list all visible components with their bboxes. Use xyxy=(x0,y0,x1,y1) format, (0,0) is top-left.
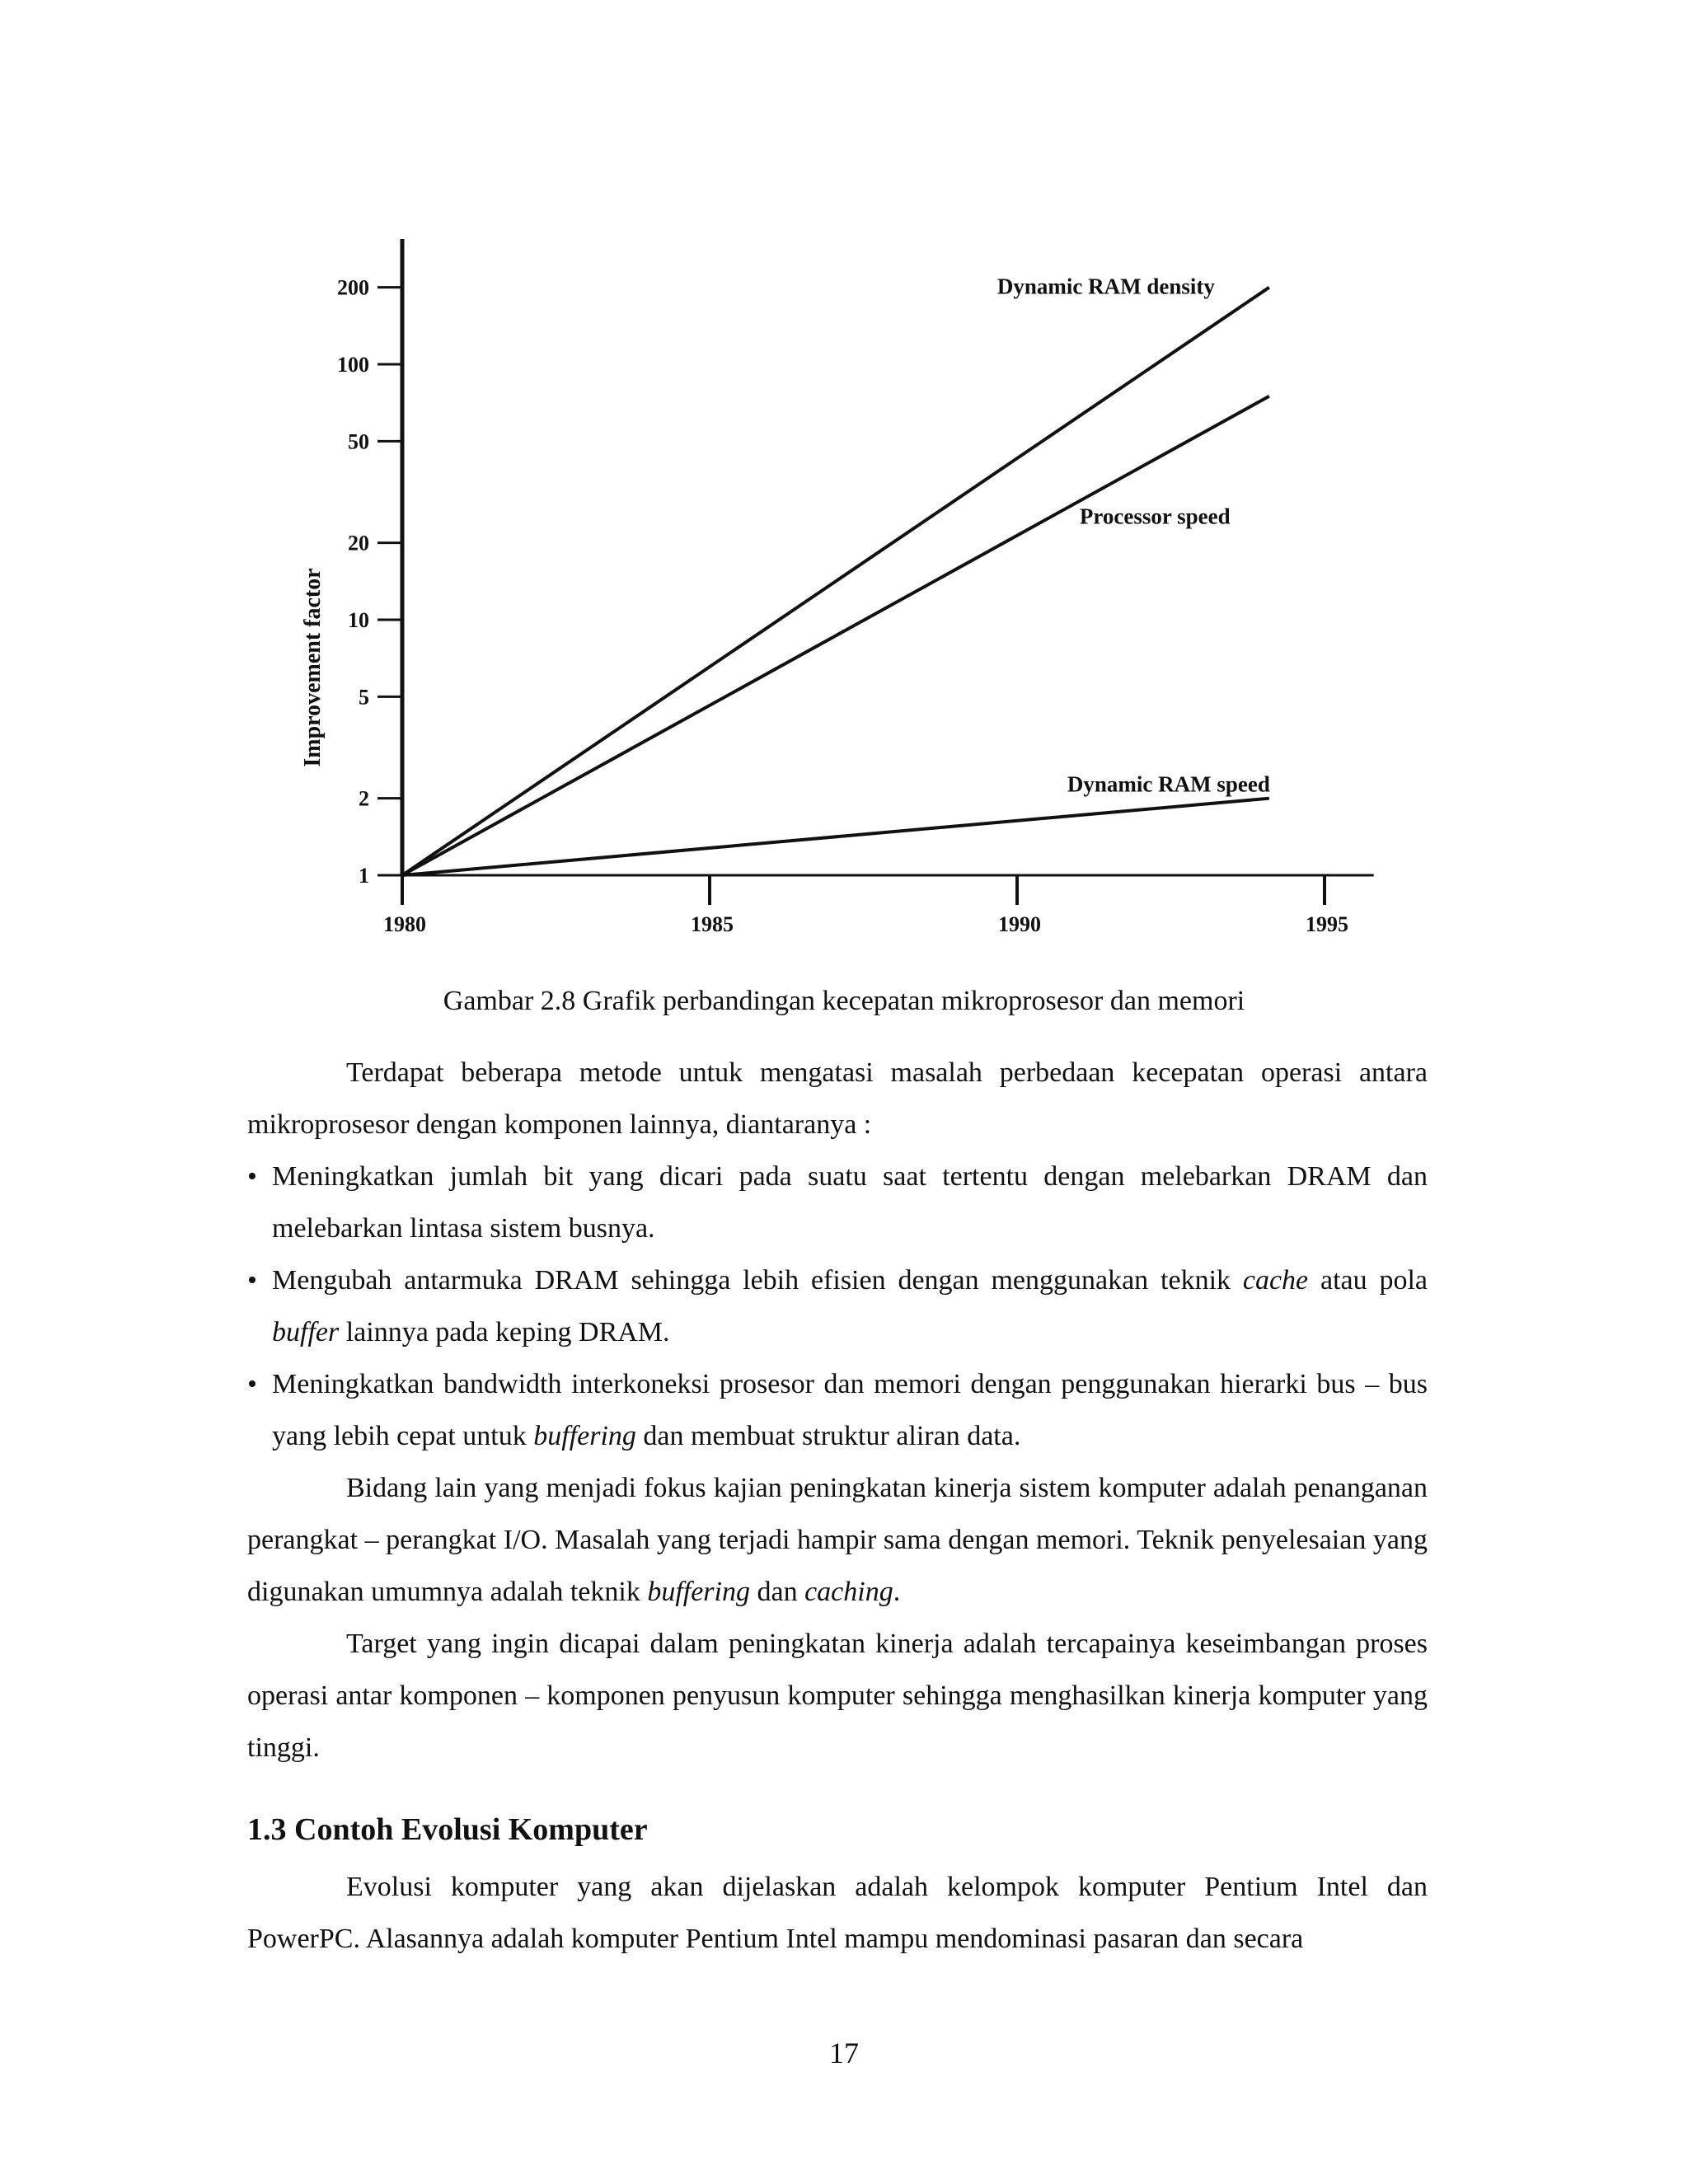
series-label: Processor speed xyxy=(1079,504,1231,529)
improvement-factor-chart xyxy=(272,223,1426,964)
bullet-item: • Meningkatkan bandwidth interkoneksi prosesor dan memori dengan penggunakan hierarki bus – bus yang lebih cepat untuk buffering dan membuat struktur aliran data. xyxy=(247,1358,1428,1462)
figure-caption: Gambar 2.8 Grafik perbandingan kecepatan mikroprosesor dan memori xyxy=(443,986,1245,1016)
body-text xyxy=(247,1047,1428,1774)
bullet-item: • Mengubah antarmuka DRAM sehingga lebih efisien dengan menggunakan teknik cache atau pola buffer lainnya pada keping DRAM. xyxy=(247,1254,1428,1358)
series-label: Dynamic RAM speed xyxy=(1067,771,1270,797)
section-heading: 1.3 Contoh Evolusi Komputer xyxy=(247,1812,648,1847)
paragraph-4: Evolusi komputer yang akan dijelaskan adalah kelompok komputer Pentium Intel dan PowerPC. Alasannya adalah komputer Pentium Intel mampu mendominasi pasaran dan secara xyxy=(247,1872,1428,1954)
y-tick-label: 5 xyxy=(359,685,369,710)
y-tick-label: 1 xyxy=(359,864,369,888)
bullet-list xyxy=(247,1151,1428,1462)
x-tick-label: 1980 xyxy=(383,912,426,936)
y-tick-label: 20 xyxy=(348,531,369,555)
y-tick-label: 200 xyxy=(337,275,369,300)
series-line xyxy=(402,396,1269,875)
y-tick-label: 100 xyxy=(337,353,369,377)
series-line xyxy=(402,799,1269,875)
paragraph-1: Terdapat beberapa metode untuk mengatasi masalah perbedaan kecepatan operasi antara mikroprosesor dengan komponen lainnya, diantaranya : xyxy=(247,1057,1428,1140)
bullet-item: • Meningkatkan jumlah bit yang dicari pada suatu saat tertentu dengan melebarkan DRAM dan melebarkan lintasa sistem busnya. xyxy=(247,1151,1428,1254)
page-number: 17 xyxy=(829,2036,859,2069)
y-tick-label: 2 xyxy=(359,786,369,811)
body-text-2 xyxy=(247,1861,1428,1965)
series-labels xyxy=(997,274,1270,797)
series-label: Dynamic RAM density xyxy=(996,274,1215,299)
y-tick-label: 50 xyxy=(348,429,369,454)
paragraph-3: Target yang ingin dicapai dalam peningkatan kinerja adalah tercapainya keseimbangan proses operasi antar komponen – komponen penyusun komputer sehingga menghasilkan kinerja komputer yang tinggi. xyxy=(247,1629,1428,1763)
y-axis-title: Improvement factor xyxy=(300,568,326,767)
y-tick-label: 10 xyxy=(348,608,369,632)
x-tick-label: 1985 xyxy=(691,912,734,936)
paragraph-2: Bidang lain yang menjadi fokus kajian peningkatan kinerja sistem komputer adalah penanganan perangkat – perangkat I/O. Masalah yang terjadi hampir sama dengan memori. Teknik penyelesaian yang digunakan umumnya adalah teknik buffering dan caching. xyxy=(247,1473,1428,1607)
x-tick-label: 1995 xyxy=(1306,912,1348,936)
x-tick-label: 1990 xyxy=(998,912,1041,936)
